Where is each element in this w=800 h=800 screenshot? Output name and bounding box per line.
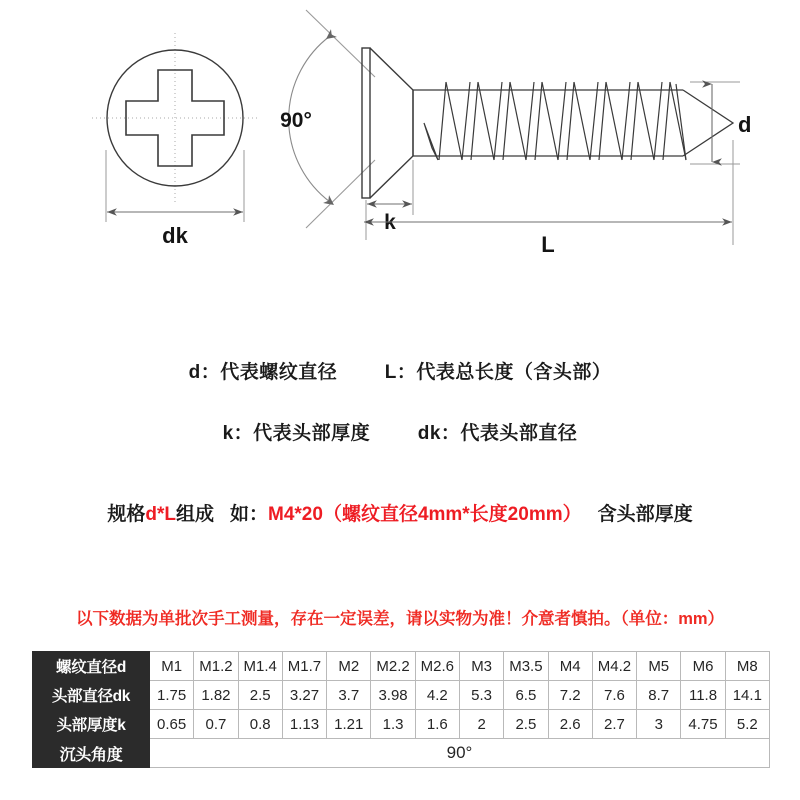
row-header-head-diameter: 头部直径dk <box>33 681 150 710</box>
cell-dk-1: 1.82 <box>194 681 238 710</box>
head-cone-profile <box>370 48 413 198</box>
cell-k-11: 3 <box>637 710 681 739</box>
angle-label: 90° <box>280 109 312 132</box>
cell-k-9: 2.6 <box>548 710 592 739</box>
cell-d-13: M8 <box>725 652 769 681</box>
table-row <box>33 710 770 739</box>
angle-ray-upper <box>306 10 375 77</box>
side-view-group <box>280 10 751 257</box>
legend-line-2 <box>0 418 800 445</box>
legend-k-description: k：代表头部厚度 <box>222 423 371 444</box>
dk-label: dk <box>162 223 188 248</box>
table-row-angle <box>33 739 770 768</box>
cell-d-11: M5 <box>637 652 681 681</box>
cell-k-5: 1.3 <box>371 710 415 739</box>
cell-k-3: 1.13 <box>282 710 326 739</box>
cell-k-6: 1.6 <box>415 710 459 739</box>
spec-formula: d*L <box>145 504 176 525</box>
cell-k-12: 4.75 <box>681 710 725 739</box>
cell-k-1: 0.7 <box>194 710 238 739</box>
cell-dk-11: 8.7 <box>637 681 681 710</box>
spec-compose: 组成 <box>175 504 214 525</box>
legend-line-1 <box>0 357 800 384</box>
L-label: L <box>541 232 555 257</box>
row-header-thread-diameter: 螺纹直径d <box>33 652 150 681</box>
cell-d-10: M4.2 <box>592 652 636 681</box>
d-label: d <box>738 112 752 137</box>
spec-example-value: M4*20（螺纹直径4mm*长度20mm） <box>268 504 582 525</box>
cell-dk-10: 7.6 <box>592 681 636 710</box>
legend-dk-description: dk：代表头部直径 <box>417 423 578 444</box>
cell-d-1: M1.2 <box>194 652 238 681</box>
measurement-notice: 以下数据为单批次手工测量，存在一定误差，请以实物为准！介意者慎拍。（单位：mm） <box>75 610 725 628</box>
cell-k-4: 1.21 <box>327 710 371 739</box>
cell-dk-7: 5.3 <box>459 681 503 710</box>
screw-tip <box>683 90 733 156</box>
cell-d-3: M1.7 <box>282 652 326 681</box>
table-row <box>33 652 770 681</box>
row-header-countersink-angle: 沉头角度 <box>33 739 150 768</box>
cell-k-0: 0.65 <box>150 710 194 739</box>
k-label: k <box>384 211 396 234</box>
spec-format-line <box>0 499 800 526</box>
cell-d-8: M3.5 <box>504 652 548 681</box>
cell-k-13: 5.2 <box>725 710 769 739</box>
angle-ray-lower <box>306 160 375 228</box>
cell-dk-12: 11.8 <box>681 681 725 710</box>
technical-drawing <box>0 0 800 270</box>
table-body <box>33 652 770 768</box>
cell-k-7: 2 <box>459 710 503 739</box>
cell-dk-0: 1.75 <box>150 681 194 710</box>
cell-d-4: M2 <box>327 652 371 681</box>
cell-dk-4: 3.7 <box>327 681 371 710</box>
cell-dk-8: 6.5 <box>504 681 548 710</box>
cell-dk-6: 4.2 <box>415 681 459 710</box>
cell-dk-9: 7.2 <box>548 681 592 710</box>
spec-suffix: 含头部厚度 <box>597 504 693 525</box>
cell-countersink-angle: 90° <box>150 739 770 768</box>
legend-d-description: d：代表螺纹直径 <box>188 362 338 383</box>
cell-d-6: M2.6 <box>415 652 459 681</box>
spec-example-label: 如： <box>230 504 269 525</box>
legend-L-description: L：代表总长度（含头部） <box>384 362 612 383</box>
cell-k-2: 0.8 <box>238 710 282 739</box>
cell-k-8: 2.5 <box>504 710 548 739</box>
cell-dk-3: 3.27 <box>282 681 326 710</box>
cell-d-7: M3 <box>459 652 503 681</box>
thread-lead <box>424 123 438 160</box>
cell-d-9: M4 <box>548 652 592 681</box>
cell-d-12: M6 <box>681 652 725 681</box>
front-view-group <box>92 33 258 248</box>
cell-dk-13: 14.1 <box>725 681 769 710</box>
cell-d-5: M2.2 <box>371 652 415 681</box>
cell-k-10: 2.7 <box>592 710 636 739</box>
thread-profile-group <box>439 82 686 160</box>
tip-thread-flank <box>676 84 686 160</box>
cell-d-0: M1 <box>150 652 194 681</box>
specification-table <box>32 651 770 768</box>
cell-d-2: M1.4 <box>238 652 282 681</box>
cell-dk-5: 3.98 <box>371 681 415 710</box>
row-header-head-thickness: 头部厚度k <box>33 710 150 739</box>
spec-prefix: 规格 <box>107 504 146 525</box>
table-row <box>33 681 770 710</box>
cell-dk-2: 2.5 <box>238 681 282 710</box>
